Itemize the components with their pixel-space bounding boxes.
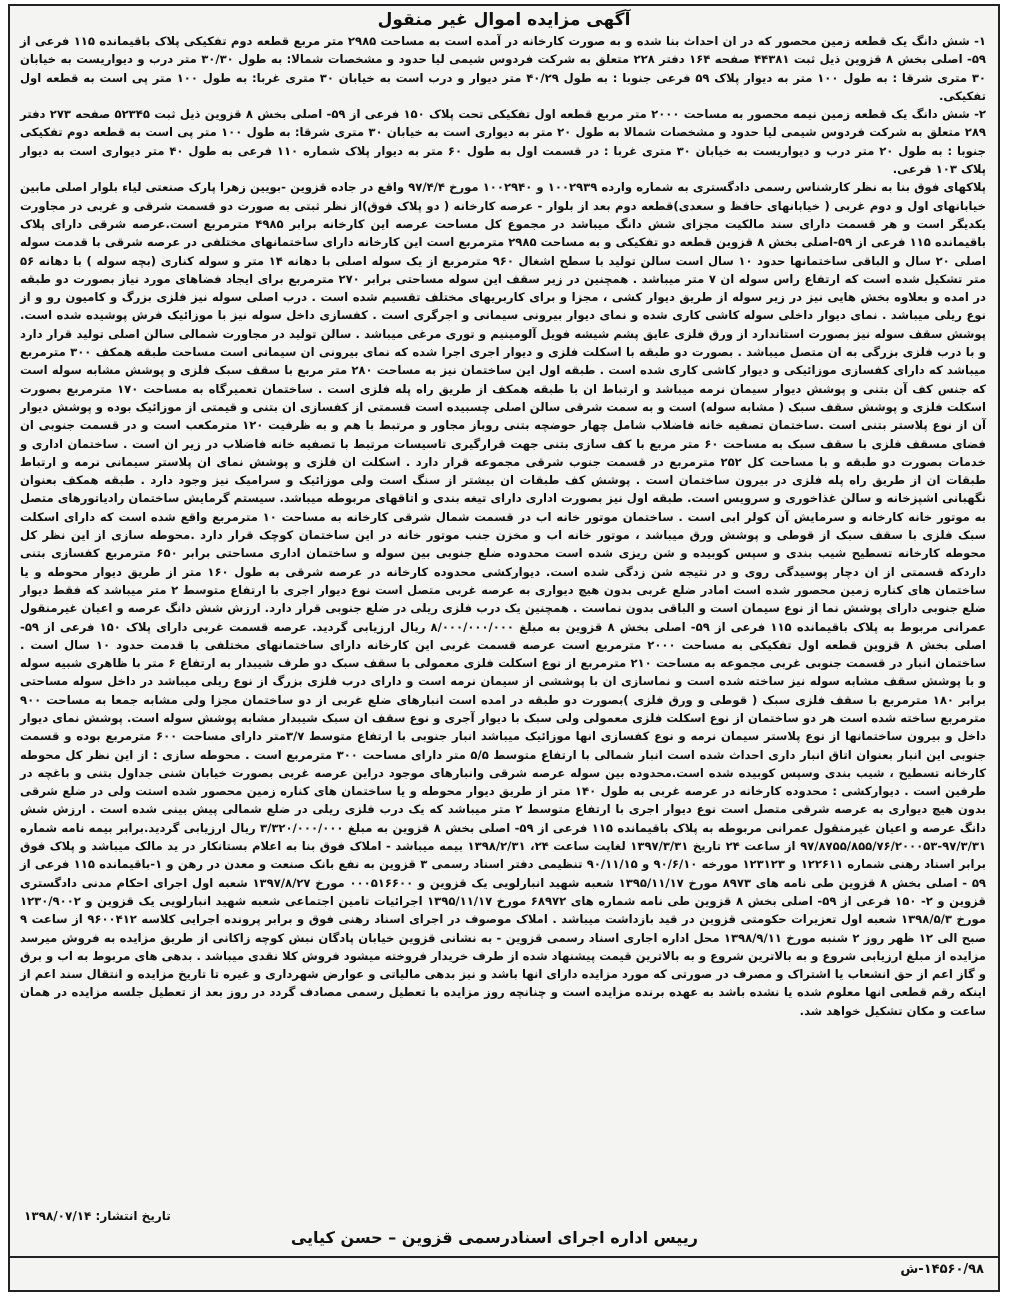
footer-divider	[10, 1256, 998, 1258]
notice-paragraph-1: ۱- شش دانگ یک قطعه زمین محصور که در ان احداث بنا شده و به صورت کارخانه در آمده است به مساحت ۲۹۸۵ متر مربع قطعه دوم تفکیکی پلاک باقیمانده ۱۱۵ فرعی از ۵۹- اصلی بخش ۸ قزوین ذیل ثبت ۴۴۳۸۱ صفحه ۱۶۴ دفتر ۲۲۸ متعلق به شرکت فردوس شیمی لیا حدود و مشخصات شمالا: به طول ۳۰/۳۰ متر درب و دیواریست به خیابان ۳۰ متری شرقا : به طول ۱۰۰ متر به دیوار پلاک ۵۹ فرعی جنوبا : به طول ۴۰/۲۹ متر دیوار و درب است به خیابان ۳۰ متری غربا: به طول ۱۰۰ متر پی است به قطعه اول تفکیکی.	[20, 34, 986, 103]
notice-title: آگهی مزایده اموال غیر منقول	[377, 10, 631, 30]
notice-page	[8, 4, 1000, 1292]
notice-paragraph-2: ۲- شش دانگ یک قطعه زمین نیمه محصور به مساحت ۲۰۰۰ متر مربع قطعه اول تفکیکی تحت پلاک ۱۵۰ فرعی از ۵۹- اصلی بخش ۸ قزوین ذیل ثبت ۵۲۳۴۵ صفحه ۲۷۳ دفتر ۲۸۹ متعلق به شرکت فردوس شیمی لیا حدود و مشخصات شمالا به طول ۲۰ متر به دیواری است به خیابان ۳۰ متری شرقا: به طول ۱۰۰ متر پی است به قطعه دوم تفکیکی جنوبا : به طول ۲۰ متر درب و دیواریست به خیابان ۳۰ متری غربا : در قسمت اول به طول ۶۰ متر به دیوار پلاک شماره ۱۱۰ فرعی به طول ۴۰ متر دیواری است به دیوار پلاک ۱۰۳ فرعی.	[20, 107, 987, 177]
notice-paragraph-3: پلاکهای فوق بنا به نظر کارشناس رسمی دادگستری به شماره وارده ۱۰۰۲۹۳۹ و ۱۰۰۲۹۴۰ مورخ ۹۷/۴/۴ واقع در جاده قزوین -بویین زهرا پارک صنعتی لیاء بلوار اصلی مابین خیابانهای اول و دوم غربی ( خیابانهای حافظ و سعدی)قطعه دوم بعد از بلوار - عرصه کارخانه ( دو پلاک فوق)از نظر ثبتی به صورت دو قسمت شرقی و غربی در مجاورت یکدیگر است و هر قسمت دارای سند مالکیت مجزای شش دانگ میباشد در مجموع کل مساحت عرصه این کارخانه برابر ۴۹۸۵ مترمربع است.عرصه شرقی دارای پلاک باقیمانده ۱۱۵ فرعی از ۵۹-اصلی بخش ۸ قزوین قطعه دو تفکیکی و به مساحت ۲۹۸۵ مترمربع است این کارخانه دارای ساختمانهای مختلفی در عرصه شرقی با قدمت سوله اصلی ۲۰ سال و الباقی ساختمانها حدود ۱۰ سال است سالن تولید با سطح اشغال ۹۶۰ مترمربع از یک سوله اصلی با دهانه ۱۴ متر و سوله کناری (بچه سوله ) با دهانه ۵۶ متر تشکیل شده است که ارتفاع راس سوله ان ۷ متر میباشد . همچنین در زیر سقف این سوله مساحتی برابر ۲۷۰ مترمربع برای ایجاد فضاهای مورد نیاز بصورت دو طبقه در امده و بعلاوه بخش هایی نیز در زیر سوله از طریق دیوار کشی ، مجزا و برای کاربریهای مختلف تقسیم شده است . درب اصلی سوله نیز فلزی بزرگ و کامیون رو و از نوع ریلی میباشد . نمای دیوار داخلی سوله کاشی کاری شده و نمای دیوار بیرونی سیمانی و اجرگری است . کفسازی داخل سوله نیز با موزائیک فرش پوشیده شده است. پوشش سقف سوله نیز بصورت استاندارد از ورق فلزی عایق پشم شیشه فویل آلومینیم و توری مرغی میباشد . سالن تولید در مجاورت شمالی سالن اصلی تولید قرار دارد و با درب فلزی بزرگی به ان متصل میباشد . بصورت دو طبقه با اسکلت فلزی و دیوار اجری اجرا شده که نمای بیرونی ان سیمانی است مساحت طبقه همکف ۳۰۰ مترمربع میباشد که دارای کفسازی موزائیکی و دیوار کاشی کاری شده است . طبقه اول این ساختمان نیز به مساحت ۲۸۰ متر مربع با سقف سبک فلزی و پوشش مشابه سوله است که جنس کف آن بتنی و پوشش دیوار سیمان نرمه میباشد و ارتباط ان با طبقه همکف از طریق راه پله فلزی است . ساختمان تعمیرگاه به مساحت ۱۷۰ مترمربع بصورت اسکلت فلزی و پوشش سقف سبک ( مشابه سوله) است و به سمت شرقی سالن اصلی چسبیده است قسمتی از کفسازی ان بتنی و قیمتی از موزائیک بوده و پوشش دیوار آن از نوع پلاستر بتنی است .ساختمان تصفیه خانه فاضلاب شامل چهار حوضچه بتنی روباز مجاور و مرتبط با هم و به ظرفیت ۱۲۰ مترمکعب است و در قسمت جنوبی ان فضای مسقف فلزی با سقف سبک به مساحت ۶۰ متر مربع با کف سازی بتنی جهت قرارگیری تاسیسات مرتبط با تصفیه خانه فاضلاب در زیر ان است . ساختمان اداری و خدمات بصورت دو طبقه و با مساحت کل ۲۵۲ مترمربع در قسمت جنوب شرقی مجموعه قرار دارد . اسکلت ان فلزی و پوشش نمای ان پلاستر سیمانی نرمه و ارتباط طبقات ان از طریق راه پله فلزی در بیرون ساختمان است . پوشش کف طبقات ان بیشتر از سنگ است ولی موزائیک و سرامیک نیز وجود دارد . طبقه همکف بعنوان نگهبانی اشپزخانه و سالن غذاخوری و سرویس است. طبقه اول نیز بصورت اداری دارای تیغه بندی و اتاقهای مربوطه میباشد. سیستم گرمایش ساختمان رادیاتورهای متصل به موتور خانه کارخانه و سرمایش آن کولر ابی است . ساختمان موتور خانه اب در قسمت شمال شرقی کارخانه به مساحت ۱۰ مترمربع واقع شده است که دارای اسکلت سبک فلزی با سقف سبک از قوطی و پوشش ورق میباشد ، موتور خانه اب و مخزن جنب موتور خانه در این ساختمان کوچک قرار دارد .محوطه سازی از این نظر کل محوطه کارخانه تسطیح شیب بندی و سپس کوبیده و شن ریزی شده است محدوده ضلع جنوبی بین سوله و ساختمان اداری مساحتی برابر ۶۵۰ مترمربع کفسازی بتنی داردکه قسمتی از ان دچار پوسیدگی روی و در نتیجه شن زدگی شده است. دیوارکشی محدوده کارخانه در عرصه شرقی به طول ۱۶۰ متر از طریق دیوار محوطه و یا ساختمان های کناره زمین محصور شده است امادر ضلع غربی بدون هیچ دیواری به عرصه غربی متصل است نوع دیوار اجری با ارتفاع متوسط ۲ متر میباشد که فقط دیوار ضلع جنوبی دارای پوشش نما از نوع سیمان است و الباقی بدون نماست . همچنین یک درب فلزی ریلی در ضلع جنوبی قرار دارد. ارزش شش دانگ عرصه و اعیان غیرمنقول عمرانی مربوط به پلاک باقیمانده ۱۱۵ فرعی از ۵۹- اصلی بخش ۸ قزوین به مبلغ ۸/۰۰۰/۰۰۰/۰۰۰ ریال ارزیابی گردید. عرصه قسمت غربی دارای پلاک ۱۵۰ فرعی از ۵۹- اصلی بخش ۸ قزوین قطعه اول تفکیکی به مساحت ۲۰۰۰ مترمربع است عرصه قسمت غربی این کارخانه دارای ساختمانهای مختلفی با قدمت حدود ۱۰ سال است . ساختمان انبار در قسمت جنوبی غربی مجموعه به مساحت ۲۱۰ مترمربع از نوع اسکلت فلزی معمولی با سقف سبک دو طرف شیبدار به ارتفاع ۶ متر با ظاهری شبیه سوله و با پوشش سقف مشابه سوله نیز ساخته شده است و نماسازی ان با پوششی از سیمان نرمه است و دارای درب فلزی بزرگ از نوع ریلی میباشد در داخل سوله مساحتی برابر ۱۸۰ مترمربع با سقف فلزی سبک ( قوطی و ورق فلزی )بصورت دو طبقه در امده است انبارهای ضلع غربی از دو ساختمان مجزا ولی مشابه جمعا به مساحت ۹۰۰ مترمربع ساخته شده است هر دو ساختمان از نوع اسکلت فلزی معمولی ولی سبک با دیوار آجری و نوع سقف ان سبک شیبدار مشابه پوشش سوله است. پوشش نمای دیوار داخل و بیرون ساختمانها از نوع پلاستر سیمان نرمه و نوع کفسازی انها موزائیک میباشد انبار جنوبی با ارتفاع متوسط ۳/۷متر دارای مساحت ۶۰۰ مترمربع بوده و قسمت جنوبی این انبار بعنوان اتاق انبار داری احداث شده است انبار شمالی با ارتفاع متوسط ۵/۵ متر دارای مساحت ۳۰۰ مترمربع است . محوطه سازی : از این نظر کل محوطه کارخانه تسطیح ، شیب بندی وسپس کوبیده شده است.محدوده بین سوله عرصه شرقی وانبارهای موجود دراین عرصه غربی بصورت خیابان شنی جداول بتنی و باغچه در طرفین است . دیوارکشی : محدوده کارخانه در عرصه غربی به طول ۱۴۰ متر از طریق دیوار محوطه و یا ساختمان های کناره زمین محصور شده استت ولی در ضلع شرقی بدون هیچ دیواری به عرصه شرقی متصل است نوع دیوار اجری با ارتفاع متوسط ۲ متر میباشد که یک درب فلزی ریلی در ضلع شمالی پیش بینی شده است . ارزش شش دانگ عرصه و اعیان غیرمنقول عمرانی مربوطه به پلاک باقیمانده ۱۱۵ فرعی از ۵۹- اصلی بخش ۸ قزوین به مبلغ ۳/۳۲۰/۰۰۰/۰۰۰ ریال ارزیابی گردید.برابر بیمه نامه شماره ۹۷/۳/۳۱-۹۷/۸۷۵۵/۸۵۵/۷۶/۲۰۰۰۵۳ از ساعت ۲۴ تاریخ ۱۳۹۷/۳/۳۱ لغایت ساعت ۲۴، ۱۳۹۸/۲/۳۱ بیمه میباشد - املاک فوق بنا به اعلام بستانکار در ید مالک میباشد و پلاک فوق برابر اسناد رهنی شماره ۱۲۲۶۱۱ و ۱۲۳۱۲۳ مورخه ۹۰/۶/۱۰ و ۹۰/۱۱/۱۵ تنظیمی دفتر اسناد رسمی ۳ قزوین به نفع بانک صنعت و معدن در رهن و ۱-باقیمانده ۱۱۵ فرعی از ۵۹ - اصلی بخش ۸ قزوین طی نامه های ۸۹۷۳ مورخ ۱۳۹۵/۱۱/۱۷ شعبه شهید انبارلویی یک قزوین و ۰۰۰۵۱۶۶۰۰ مورخ ۱۳۹۷/۸/۲۷ شعبه اول اجرای احکام مدنی دادگستری قزوین و ۲- ۱۵۰ فرعی از ۵۹- اصلی بخش ۸ قزوین طی نامه شماره های ۶۸۹۷۲ مورخ ۱۳۹۵/۱۱/۱۷ اجرائیات تامین اجتماعی شعبه شهید انبارلویی یک قزوین و ۱۲۳۰/۹۰۰۲ مورخ ۱۳۹۸/۵/۳ شعبه اول تعزیرات حکومتی قزوین در قید بازداشت میباشد . املاک موصوف در اجرای اسناد رهنی فوق و برابر پرونده اجرایی کلاسه ۹۶۰۰۴۱۲ از ساعت ۹ صبح الی ۱۲ ظهر روز ۲ شنبه مورخ ۱۳۹۸/۹/۱۱ محل اداره اجاری اسناد رسمی قزوین - به نشانی قزوین خیابان پادگان نبش کوچه زاکانی از طریق مزایده به فروش میرسد مزایده از مبلغ ارزیابی شروع و به بالاترین شروع و به بالاترین قیمت پیشنهاد شده از طرف خریدار فروخته میشود فروش کلا نقدی میباشد . بدهی های مربوط به اب و برق و گاز اعم از حق انشعاب یا اشتراک و مصرف در صورتی که مورد مزایده دارای انها باشد و نیز بدهی مالیاتی و عوارض شهرداری و غیره تا تاریخ مزایده و انتقال سند اعم از اینکه رقم قطعی انها معلوم شده یا نشده باشد به عهده برنده مزایده است و چنانچه روز مزایده با تعطیل رسمی مصادف گردد در روز بعد از تعطیل جلسه مزایده در همان ساعت و مکان تشکیل خواهد شد.	[20, 180, 987, 1018]
publish-date: ۱۳۹۸/۰۷/۱۴	[24, 1209, 92, 1223]
publish-date-label: تاریخ انتشار:	[95, 1209, 171, 1223]
reference-number: ۱۴۵۶۰/۹۸-ش	[900, 1262, 984, 1277]
signature: رییس اداره اجرای اسنادرسمی قزوین – حسن کیایی	[290, 1228, 698, 1247]
publish-date-line	[24, 1209, 171, 1223]
notice-body	[10, 32, 998, 1020]
